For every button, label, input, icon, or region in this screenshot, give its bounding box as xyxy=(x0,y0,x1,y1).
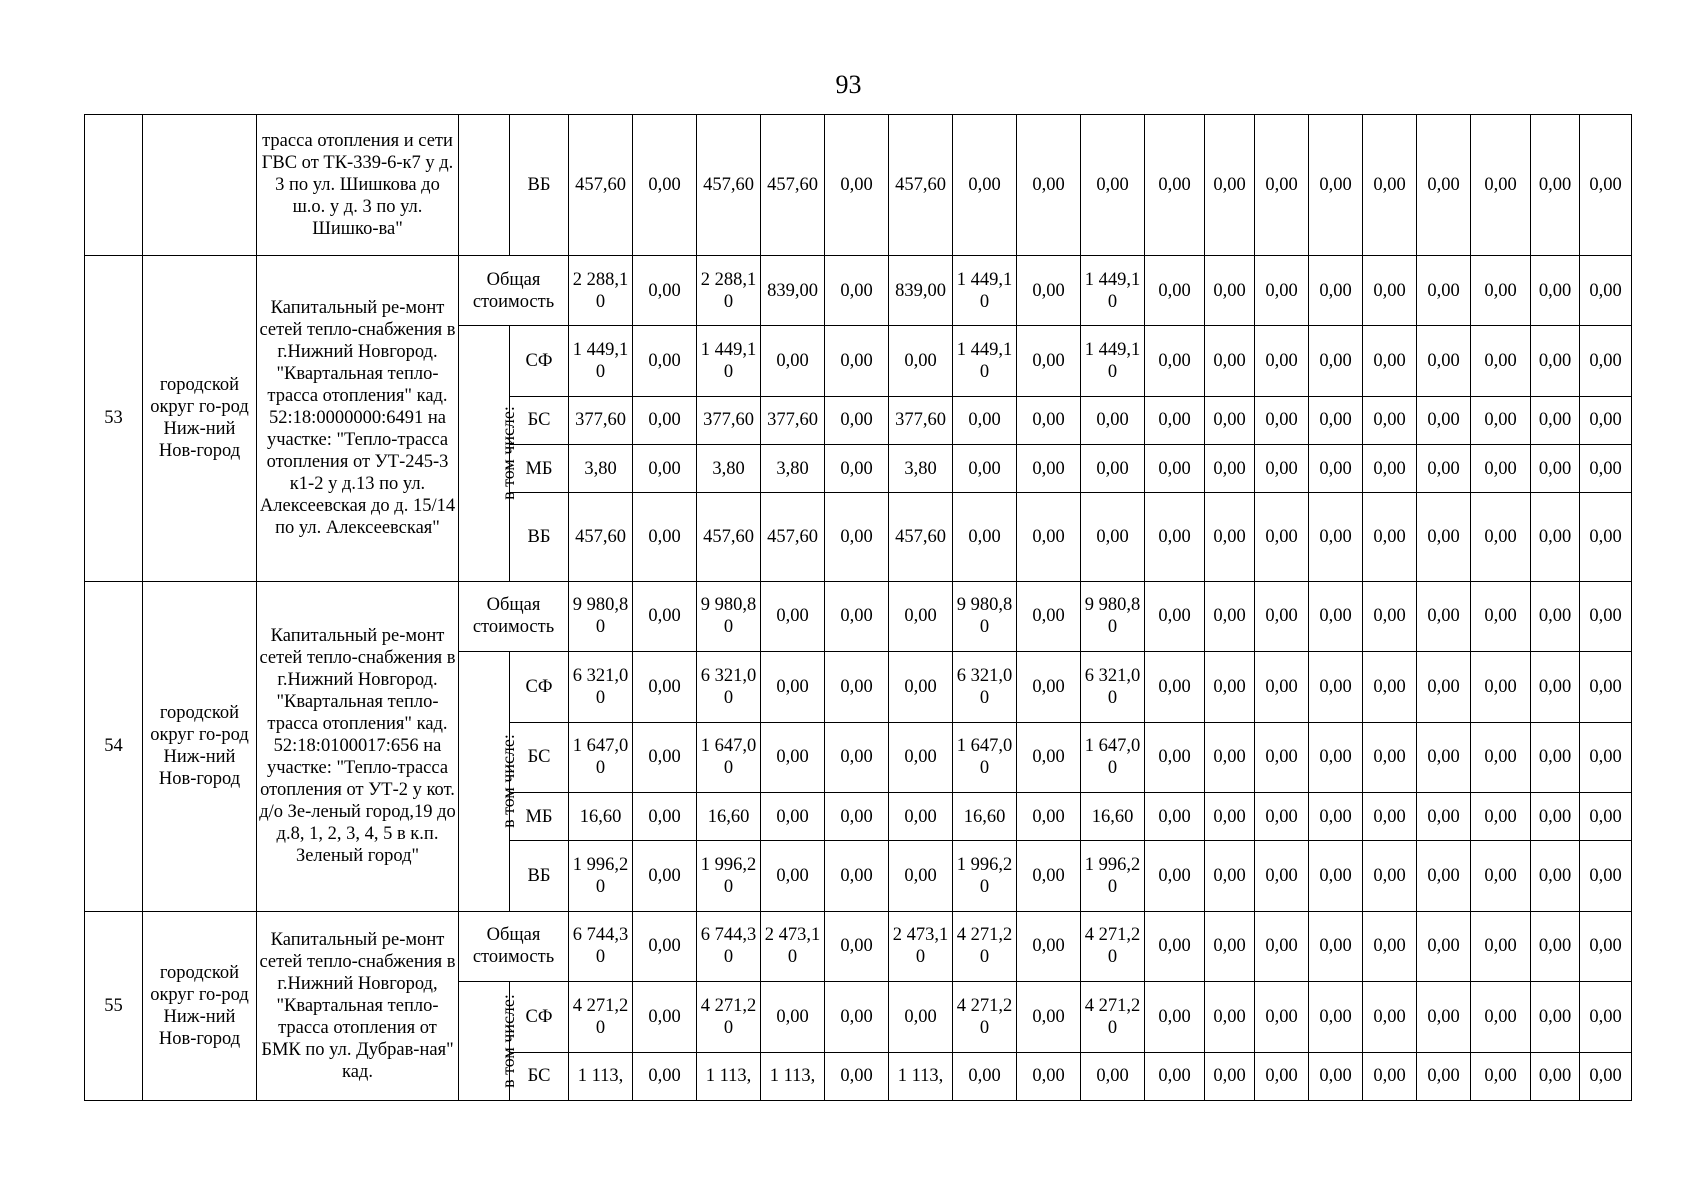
value-cell: 0,00 xyxy=(953,1052,1017,1100)
value-cell: 0,00 xyxy=(1081,115,1145,256)
value-cell: 0,00 xyxy=(825,722,889,792)
value-cell: 4 271,20 xyxy=(953,982,1017,1052)
value-cell: 6 321,00 xyxy=(953,652,1017,722)
value-cell: 0,00 xyxy=(1017,493,1081,582)
value-cell: 6 744,30 xyxy=(697,911,761,981)
value-cell: 0,00 xyxy=(633,493,697,582)
total-label-cell: Общая стоимость xyxy=(459,255,569,325)
value-cell: 0,00 xyxy=(953,493,1017,582)
table-row xyxy=(85,581,1632,651)
value-cell: 0,00 xyxy=(1531,911,1580,981)
value-cell: 0,00 xyxy=(1255,396,1309,444)
value-cell: 0,00 xyxy=(1145,255,1205,325)
value-cell: 0,00 xyxy=(1145,581,1205,651)
value-cell: 0,00 xyxy=(1255,652,1309,722)
value-cell: 1 647,00 xyxy=(953,722,1017,792)
municipality-cell: городской округ го-род Ниж-ний Нов-город xyxy=(143,255,257,581)
table-row xyxy=(85,911,1632,981)
total-label-cell: Общая стоимость xyxy=(459,911,569,981)
value-cell: 6 744,30 xyxy=(569,911,633,981)
value-cell: 0,00 xyxy=(1531,581,1580,651)
value-cell: 16,60 xyxy=(1081,793,1145,841)
value-cell: 377,60 xyxy=(889,396,953,444)
value-cell: 0,00 xyxy=(1205,396,1255,444)
value-cell: 0,00 xyxy=(889,326,953,396)
value-cell: 457,60 xyxy=(761,493,825,582)
value-cell: 0,00 xyxy=(1309,115,1363,256)
value-cell: 9 980,80 xyxy=(1081,581,1145,651)
value-cell: 1 996,20 xyxy=(1081,841,1145,911)
value-cell: 0,00 xyxy=(1531,793,1580,841)
value-cell: 0,00 xyxy=(1017,652,1081,722)
value-cell: 0,00 xyxy=(825,444,889,492)
value-cell: 0,00 xyxy=(1363,444,1417,492)
including-label: в том числе: xyxy=(497,993,518,1088)
value-cell: 0,00 xyxy=(1017,911,1081,981)
value-cell: 1 647,00 xyxy=(569,722,633,792)
value-cell: 0,00 xyxy=(1017,444,1081,492)
value-cell: 0,00 xyxy=(1205,652,1255,722)
value-cell: 0,00 xyxy=(633,793,697,841)
value-cell: 1 449,10 xyxy=(1081,255,1145,325)
value-cell: 0,00 xyxy=(1417,255,1471,325)
value-cell: 0,00 xyxy=(1580,581,1632,651)
value-cell: 0,00 xyxy=(1363,841,1417,911)
value-cell: 0,00 xyxy=(1471,326,1531,396)
value-cell: 16,60 xyxy=(953,793,1017,841)
value-cell: 457,60 xyxy=(761,115,825,256)
value-cell: 6 321,00 xyxy=(697,652,761,722)
value-cell: 0,00 xyxy=(1205,326,1255,396)
funding-label-cell: БС xyxy=(510,396,569,444)
value-cell: 0,00 xyxy=(1145,722,1205,792)
value-cell: 457,60 xyxy=(569,493,633,582)
value-cell: 0,00 xyxy=(1309,444,1363,492)
value-cell: 0,00 xyxy=(1417,115,1471,256)
value-cell: 0,00 xyxy=(1145,115,1205,256)
value-cell: 0,00 xyxy=(1471,255,1531,325)
value-cell: 3,80 xyxy=(697,444,761,492)
municipality-cell xyxy=(143,115,257,256)
value-cell: 457,60 xyxy=(697,493,761,582)
value-cell: 1 647,00 xyxy=(697,722,761,792)
value-cell: 0,00 xyxy=(1205,793,1255,841)
value-cell: 0,00 xyxy=(1531,115,1580,256)
value-cell: 0,00 xyxy=(633,911,697,981)
value-cell: 0,00 xyxy=(633,581,697,651)
value-cell: 0,00 xyxy=(1471,115,1531,256)
value-cell: 0,00 xyxy=(1255,793,1309,841)
value-cell: 0,00 xyxy=(1417,1052,1471,1100)
item-number-cell: 55 xyxy=(85,911,143,1100)
value-cell: 0,00 xyxy=(1017,722,1081,792)
value-cell: 377,60 xyxy=(697,396,761,444)
value-cell: 2 473,10 xyxy=(889,911,953,981)
value-cell: 0,00 xyxy=(1255,493,1309,582)
value-cell: 0,00 xyxy=(825,982,889,1052)
value-cell: 0,00 xyxy=(1145,652,1205,722)
value-cell: 16,60 xyxy=(569,793,633,841)
value-cell: 0,00 xyxy=(1145,493,1205,582)
value-cell: 0,00 xyxy=(1017,326,1081,396)
value-cell: 0,00 xyxy=(1580,911,1632,981)
value-cell: 0,00 xyxy=(1471,982,1531,1052)
description-cell: Капитальный ре-монт сетей тепло-снабжения в г.Нижний Новгород. "Квартальная тепло-трасса отопления" кад. 52:18:0000000:6491 на участке: "Тепло-трасса отопления от УТ-245-3 к1-2 у д.13 по ул. Алексеевская до д. 15/14 по ул. Алексеевская" xyxy=(257,255,459,581)
value-cell: 0,00 xyxy=(1017,396,1081,444)
value-cell: 0,00 xyxy=(1145,444,1205,492)
value-cell: 0,00 xyxy=(953,444,1017,492)
value-cell: 1 996,20 xyxy=(569,841,633,911)
value-cell: 1 996,20 xyxy=(953,841,1017,911)
value-cell: 0,00 xyxy=(1580,722,1632,792)
value-cell: 0,00 xyxy=(1205,722,1255,792)
value-cell: 0,00 xyxy=(1580,982,1632,1052)
value-cell: 0,00 xyxy=(825,255,889,325)
value-cell: 0,00 xyxy=(633,326,697,396)
value-cell: 2 473,10 xyxy=(761,911,825,981)
funding-label-cell: БС xyxy=(510,1052,569,1100)
description-cell: Капитальный ре-монт сетей тепло-снабжения в г.Нижний Новгород, "Квартальная тепло-трасса отопления от БМК по ул. Дубрав-ная" кад. xyxy=(257,911,459,1100)
item-number-cell: 54 xyxy=(85,581,143,911)
value-cell: 1 647,00 xyxy=(1081,722,1145,792)
value-cell: 0,00 xyxy=(761,982,825,1052)
value-cell: 0,00 xyxy=(1309,396,1363,444)
value-cell: 0,00 xyxy=(1471,841,1531,911)
value-cell: 0,00 xyxy=(1081,444,1145,492)
funding-label-cell: СФ xyxy=(510,326,569,396)
value-cell: 0,00 xyxy=(1205,1052,1255,1100)
value-cell: 0,00 xyxy=(1145,911,1205,981)
value-cell: 0,00 xyxy=(1309,493,1363,582)
value-cell: 0,00 xyxy=(1417,581,1471,651)
value-cell: 9 980,80 xyxy=(697,581,761,651)
value-cell: 0,00 xyxy=(889,793,953,841)
value-cell: 9 980,80 xyxy=(569,581,633,651)
value-cell: 0,00 xyxy=(1417,652,1471,722)
value-cell: 0,00 xyxy=(1255,115,1309,256)
value-cell: 0,00 xyxy=(1017,581,1081,651)
funding-label-cell: МБ xyxy=(510,444,569,492)
value-cell: 0,00 xyxy=(1417,493,1471,582)
value-cell: 0,00 xyxy=(1471,396,1531,444)
value-cell: 0,00 xyxy=(825,326,889,396)
value-cell: 0,00 xyxy=(1471,493,1531,582)
value-cell: 1 449,10 xyxy=(569,326,633,396)
value-cell: 0,00 xyxy=(1145,326,1205,396)
page-number: 93 xyxy=(835,70,862,99)
value-cell: 0,00 xyxy=(1205,581,1255,651)
value-cell: 0,00 xyxy=(889,982,953,1052)
value-cell: 0,00 xyxy=(1417,326,1471,396)
value-cell: 0,00 xyxy=(1255,982,1309,1052)
value-cell: 0,00 xyxy=(1363,722,1417,792)
value-cell: 0,00 xyxy=(1017,841,1081,911)
value-cell: 0,00 xyxy=(825,793,889,841)
value-cell: 0,00 xyxy=(1255,722,1309,792)
value-cell: 0,00 xyxy=(1145,1052,1205,1100)
value-cell: 0,00 xyxy=(1309,793,1363,841)
value-cell: 0,00 xyxy=(825,493,889,582)
value-cell: 0,00 xyxy=(1531,1052,1580,1100)
funding-label-cell: ВБ xyxy=(510,841,569,911)
value-cell: 0,00 xyxy=(1531,841,1580,911)
value-cell: 0,00 xyxy=(1471,722,1531,792)
value-cell: 839,00 xyxy=(889,255,953,325)
value-cell: 0,00 xyxy=(1531,326,1580,396)
value-cell: 0,00 xyxy=(1145,793,1205,841)
value-cell: 0,00 xyxy=(1255,1052,1309,1100)
value-cell: 1 996,20 xyxy=(697,841,761,911)
value-cell: 0,00 xyxy=(1471,911,1531,981)
value-cell: 0,00 xyxy=(1255,911,1309,981)
value-cell: 0,00 xyxy=(1531,444,1580,492)
value-cell: 4 271,20 xyxy=(1081,982,1145,1052)
value-cell: 0,00 xyxy=(761,722,825,792)
value-cell: 0,00 xyxy=(761,326,825,396)
value-cell: 0,00 xyxy=(1580,493,1632,582)
value-cell: 0,00 xyxy=(825,396,889,444)
value-cell: 4 271,20 xyxy=(569,982,633,1052)
value-cell: 4 271,20 xyxy=(697,982,761,1052)
value-cell: 0,00 xyxy=(633,982,697,1052)
value-cell: 1 113, xyxy=(569,1052,633,1100)
value-cell: 457,60 xyxy=(889,115,953,256)
value-cell: 457,60 xyxy=(889,493,953,582)
value-cell: 3,80 xyxy=(569,444,633,492)
value-cell: 377,60 xyxy=(569,396,633,444)
including-label-cell xyxy=(459,982,518,1101)
funding-label-cell: БС xyxy=(510,722,569,792)
value-cell: 0,00 xyxy=(889,722,953,792)
funding-table xyxy=(84,114,1632,1101)
value-cell: 0,00 xyxy=(1363,982,1417,1052)
value-cell: 4 271,20 xyxy=(1081,911,1145,981)
value-cell: 0,00 xyxy=(761,793,825,841)
value-cell: 6 321,00 xyxy=(569,652,633,722)
value-cell: 0,00 xyxy=(1580,1052,1632,1100)
value-cell: 0,00 xyxy=(825,911,889,981)
value-cell: 0,00 xyxy=(1580,793,1632,841)
value-cell: 0,00 xyxy=(1255,581,1309,651)
value-cell: 1 113, xyxy=(761,1052,825,1100)
value-cell: 0,00 xyxy=(889,841,953,911)
value-cell: 1 449,10 xyxy=(953,255,1017,325)
value-cell: 0,00 xyxy=(1205,982,1255,1052)
value-cell: 0,00 xyxy=(1205,255,1255,325)
funding-label-cell: СФ xyxy=(510,982,569,1052)
value-cell: 0,00 xyxy=(1417,793,1471,841)
value-cell: 0,00 xyxy=(953,115,1017,256)
value-cell: 0,00 xyxy=(1081,493,1145,582)
table-row xyxy=(85,255,1632,325)
value-cell: 9 980,80 xyxy=(953,581,1017,651)
value-cell: 0,00 xyxy=(633,444,697,492)
value-cell: 0,00 xyxy=(889,581,953,651)
value-cell: 0,00 xyxy=(1145,982,1205,1052)
item-number-cell xyxy=(85,115,143,256)
municipality-cell: городской округ го-род Ниж-ний Нов-город xyxy=(143,581,257,911)
including-label-cell xyxy=(459,652,518,912)
value-cell: 0,00 xyxy=(1531,982,1580,1052)
value-cell: 0,00 xyxy=(633,841,697,911)
value-cell: 0,00 xyxy=(1363,115,1417,256)
value-cell: 2 288,10 xyxy=(569,255,633,325)
value-cell: 0,00 xyxy=(1363,255,1417,325)
value-cell: 0,00 xyxy=(1205,841,1255,911)
value-cell: 6 321,00 xyxy=(1081,652,1145,722)
value-cell: 3,80 xyxy=(761,444,825,492)
value-cell: 1 113, xyxy=(697,1052,761,1100)
value-cell: 0,00 xyxy=(761,652,825,722)
value-cell: 0,00 xyxy=(1309,1052,1363,1100)
funding-label-cell: МБ xyxy=(510,793,569,841)
value-cell: 0,00 xyxy=(761,581,825,651)
value-cell: 0,00 xyxy=(633,396,697,444)
value-cell: 0,00 xyxy=(889,652,953,722)
value-cell: 0,00 xyxy=(1017,1052,1081,1100)
value-cell: 0,00 xyxy=(825,652,889,722)
value-cell: 1 449,10 xyxy=(1081,326,1145,396)
value-cell: 0,00 xyxy=(1255,255,1309,325)
value-cell: 2 288,10 xyxy=(697,255,761,325)
value-cell: 0,00 xyxy=(633,652,697,722)
value-cell: 0,00 xyxy=(1417,444,1471,492)
value-cell: 0,00 xyxy=(1205,493,1255,582)
table-row xyxy=(85,115,1632,256)
value-cell: 1 113, xyxy=(889,1052,953,1100)
value-cell: 0,00 xyxy=(1531,255,1580,325)
value-cell: 0,00 xyxy=(825,1052,889,1100)
value-cell: 1 449,10 xyxy=(697,326,761,396)
value-cell: 0,00 xyxy=(1255,326,1309,396)
value-cell: 0,00 xyxy=(1309,722,1363,792)
value-cell: 0,00 xyxy=(1471,652,1531,722)
value-cell: 0,00 xyxy=(1417,982,1471,1052)
item-number-cell: 53 xyxy=(85,255,143,581)
value-cell: 0,00 xyxy=(1205,444,1255,492)
value-cell: 0,00 xyxy=(1081,396,1145,444)
value-cell: 0,00 xyxy=(1471,444,1531,492)
value-cell: 0,00 xyxy=(1145,396,1205,444)
value-cell: 0,00 xyxy=(1309,581,1363,651)
value-cell: 1 449,10 xyxy=(953,326,1017,396)
value-cell: 0,00 xyxy=(1417,722,1471,792)
value-cell: 377,60 xyxy=(761,396,825,444)
value-cell: 0,00 xyxy=(825,115,889,256)
including-label: в том числе: xyxy=(497,734,518,828)
value-cell: 0,00 xyxy=(1205,115,1255,256)
value-cell: 0,00 xyxy=(1580,841,1632,911)
value-cell: 0,00 xyxy=(1531,722,1580,792)
value-cell: 0,00 xyxy=(1309,255,1363,325)
value-cell: 0,00 xyxy=(1417,911,1471,981)
value-cell: 0,00 xyxy=(825,841,889,911)
value-cell: 0,00 xyxy=(633,115,697,256)
value-cell: 457,60 xyxy=(697,115,761,256)
value-cell: 0,00 xyxy=(1081,1052,1145,1100)
description-cell: трасса отопления и сети ГВС от ТК-339-6-к7 у д. 3 по ул. Шишкова до ш.о. у д. 3 по ул. Шишко-ва" xyxy=(257,115,459,256)
value-cell: 457,60 xyxy=(569,115,633,256)
value-cell: 0,00 xyxy=(1017,115,1081,256)
description-cell: Капитальный ре-монт сетей тепло-снабжения в г.Нижний Новгород. "Квартальная тепло-трасса отопления" кад. 52:18:0100017:656 на участке: "Тепло-трасса отопления от УТ-2 у кот. д/о Зе-леный город,19 до д.8, 1, 2, 3, 4, 5 в к.п. Зеленый город" xyxy=(257,581,459,911)
value-cell: 0,00 xyxy=(761,841,825,911)
value-cell: 0,00 xyxy=(1017,793,1081,841)
value-cell: 0,00 xyxy=(1531,493,1580,582)
value-cell: 0,00 xyxy=(1580,115,1632,256)
value-cell: 0,00 xyxy=(1580,326,1632,396)
including-label: в том числе: xyxy=(497,406,518,500)
value-cell: 0,00 xyxy=(1309,841,1363,911)
value-cell: 0,00 xyxy=(1363,911,1417,981)
value-cell: 0,00 xyxy=(1471,581,1531,651)
value-cell: 0,00 xyxy=(953,396,1017,444)
value-cell: 0,00 xyxy=(1145,841,1205,911)
value-cell: 0,00 xyxy=(1017,982,1081,1052)
value-cell: 0,00 xyxy=(1255,841,1309,911)
value-cell: 0,00 xyxy=(633,255,697,325)
category-spacer-cell xyxy=(459,115,510,256)
value-cell: 0,00 xyxy=(1363,326,1417,396)
value-cell: 0,00 xyxy=(1531,652,1580,722)
value-cell: 0,00 xyxy=(1580,255,1632,325)
value-cell: 0,00 xyxy=(1017,255,1081,325)
including-label-cell xyxy=(459,326,518,582)
value-cell: 839,00 xyxy=(761,255,825,325)
value-cell: 0,00 xyxy=(1309,652,1363,722)
value-cell: 16,60 xyxy=(697,793,761,841)
municipality-cell: городской округ го-род Ниж-ний Нов-город xyxy=(143,911,257,1100)
value-cell: 0,00 xyxy=(1363,793,1417,841)
value-cell: 0,00 xyxy=(1471,793,1531,841)
value-cell: 0,00 xyxy=(1205,911,1255,981)
value-cell: 0,00 xyxy=(1363,396,1417,444)
value-cell: 0,00 xyxy=(1580,444,1632,492)
value-cell: 0,00 xyxy=(633,1052,697,1100)
value-cell: 0,00 xyxy=(633,722,697,792)
value-cell: 0,00 xyxy=(1363,581,1417,651)
value-cell: 0,00 xyxy=(1417,841,1471,911)
value-cell: 0,00 xyxy=(1580,652,1632,722)
value-cell: 0,00 xyxy=(1309,326,1363,396)
value-cell: 3,80 xyxy=(889,444,953,492)
value-cell: 0,00 xyxy=(1363,1052,1417,1100)
value-cell: 0,00 xyxy=(1309,911,1363,981)
total-label-cell: Общая стоимость xyxy=(459,581,569,651)
value-cell: 4 271,20 xyxy=(953,911,1017,981)
value-cell: 0,00 xyxy=(1255,444,1309,492)
value-cell: 0,00 xyxy=(1531,396,1580,444)
funding-label-cell: ВБ xyxy=(510,493,569,582)
value-cell: 0,00 xyxy=(1471,1052,1531,1100)
value-cell: 0,00 xyxy=(1363,493,1417,582)
funding-label-cell: ВБ xyxy=(510,115,569,256)
funding-label-cell: СФ xyxy=(510,652,569,722)
value-cell: 0,00 xyxy=(1580,396,1632,444)
value-cell: 0,00 xyxy=(1363,652,1417,722)
value-cell: 0,00 xyxy=(1417,396,1471,444)
value-cell: 0,00 xyxy=(1309,982,1363,1052)
value-cell: 0,00 xyxy=(825,581,889,651)
